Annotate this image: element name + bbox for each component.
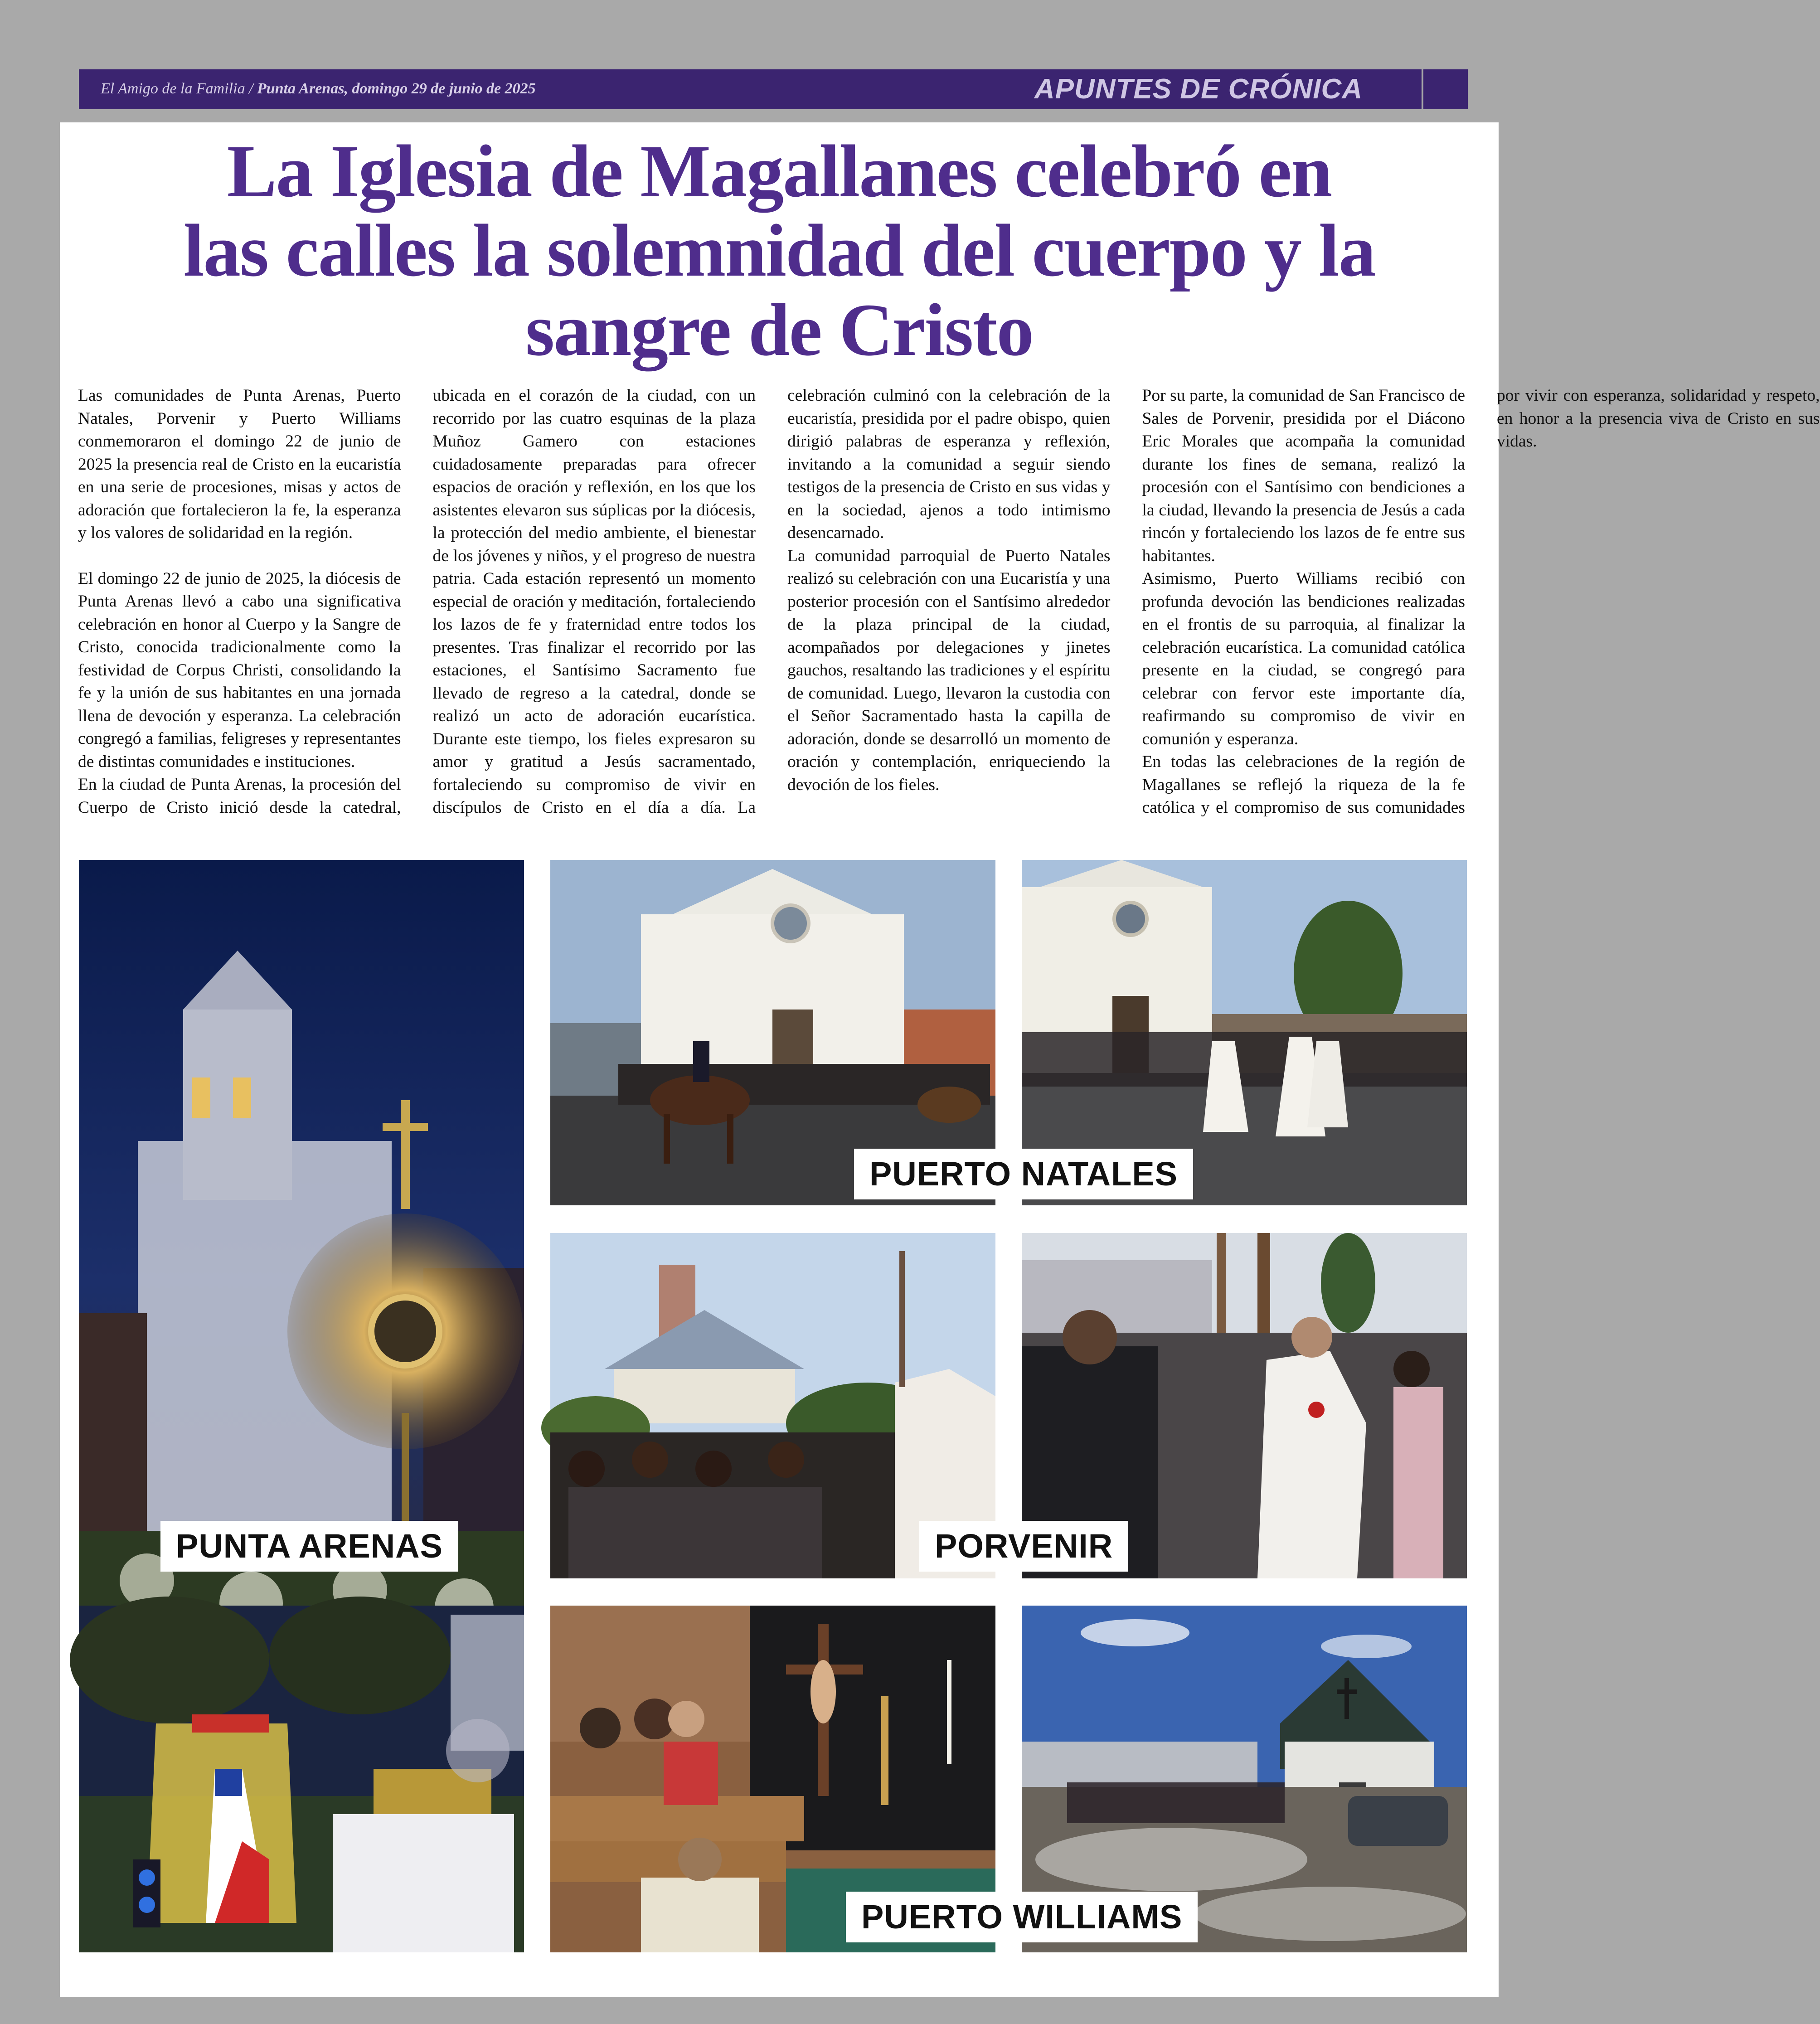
cathedral-monstrance-night-photo: [79, 860, 524, 1703]
headline-line: las calles la solemnidad del cuerpo y la: [183, 209, 1375, 292]
body-paragraph: En la ciudad de Punta Arenas, la procesión del Cuerpo de Cristo inició desde la catedral, ubicada en el corazón de la ciudad, con un recorrido por las cuatro esquinas de la plaza Muñoz Gamero con estaciones cuidadosamente preparadas para ofrecer espacios de oración y reflexión, en los que los asistentes elevaron sus súplicas por la diócesis, la protección del medio ambiente, el bienestar de los jóvenes y niños, y el progreso de nuestra patria. Cada estación representó un momento especial de oración y meditación, fortaleciendo los lazos de fe y fraternidad entre todos los presentes. Tras finalizar el recorrido por las estaciones, el Santísimo Sacramento fue llevado de regreso a la catedral, donde se realizó un acto de adoración eucarística. Durante este tiempo, los fieles expresaron su amor y gratitud a Jesús sacramentado, fortaleciendo su compromiso de vivir en discípulos de Cristo en el día a día. La celebración culminó con la celebración de la eucaristía, presidida por el padre obispo, quien dirigió palabras de esperanza y reflexión, invitando a la comunidad a seguir siendo testigos de la presencia de Cristo en sus vidas y en la sociedad, ajenos a todo intimismo desencarnado.: [78, 386, 1111, 817]
dateline: Punta Arenas, domingo 29 de junio de 2025: [257, 80, 536, 97]
header-dateline: [101, 80, 536, 97]
page-sheet: [60, 122, 1820, 1997]
body-paragraph: En todas las celebraciones de la región de Magallanes se reflejó la riqueza de la fe católica y el compromiso de sus comunidades por vivir con esperanza, solidaridad y respeto, en honor a la presencia viva de Cristo en sus vidas.: [1142, 386, 1820, 817]
article-body: [78, 384, 1820, 838]
body-paragraph: Las comunidades de Punta Arenas, Puerto Natales, Porvenir y Puerto Williams conmemoraron el domingo 22 de junio de 2025 la presencia real de Cristo en la eucaristía en una serie de procesiones, misas y actos de adoración que fortalecieron la fe, la esperanza y los valores de solidaridad en la región.: [78, 386, 401, 542]
header-separator: /: [245, 80, 257, 97]
body-paragraph: Asimismo, Puerto Williams recibió con profunda devoción las bendiciones realizadas en el frontis de su parroquia, al finalizar la celebración eucarística. La comunidad católica presente en la ciudad, se congregó para celebrar con fervor este importante día, reafirmando su compromiso de vivir en comunión y esperanza.: [1142, 569, 1465, 748]
photo-label-punta-arenas: PUNTA ARENAS: [160, 1521, 458, 1572]
header-divider: [1422, 69, 1423, 109]
publication-name: El Amigo de la Familia: [101, 80, 245, 97]
body-paragraph: El domingo 22 de junio de 2025, la diócesis de Punta Arenas llevó a cabo una significativa celebración en honor al Cuerpo y la Sangre de Cristo, conocida tradicionalmente como la festividad de Corpus Christi, consolidando la fe y la unión de sus habitantes en una jornada llena de devoción y esperanza. La celebración congregó a familias, feligreses y representantes de distintas comunidades e instituciones.: [78, 569, 401, 771]
page-header-bar: [79, 69, 1468, 109]
photo-label-puerto-williams: PUERTO WILLIAMS: [846, 1892, 1198, 1942]
headline-line: sangre de Cristo: [525, 288, 1033, 371]
headline-line: La Iglesia de Magallanes celebró en: [227, 130, 1332, 213]
section-title: APUNTES DE CRÓNICA: [1034, 73, 1363, 105]
body-paragraph: La comunidad parroquial de Puerto Natales realizó su celebración con una Eucaristía y una posterior procesión con el Santísimo alrededor de la plaza principal de la ciudad, acompañados por delegaciones y jinetes gauchos, resaltando las tradiciones y el espíritu de comunidad. Luego, llevaron la custodia con el Señor Sacramentado hasta la capilla de adoración, donde se desarrolló un momento de oración y contemplación, enriqueciendo la devoción de los fieles.: [787, 546, 1111, 794]
body-paragraph: Por su parte, la comunidad de San Francisco de Sales de Porvenir, presidida por el Diácono Eric Morales que acompaña la comunidad durante los fines de semana, realizó la procesión con el Santísimo con bendiciones a la ciudad, llevando la presencia de Jesús a cada rincón y fortaleciendo los lazos de fe entre sus habitantes.: [1142, 386, 1465, 565]
punta-arenas-altar-photo: [79, 1606, 524, 1952]
photo-label-porvenir: PORVENIR: [919, 1521, 1128, 1572]
photo-label-puerto-natales: PUERTO NATALES: [854, 1149, 1193, 1199]
article-headline: [87, 131, 1471, 369]
